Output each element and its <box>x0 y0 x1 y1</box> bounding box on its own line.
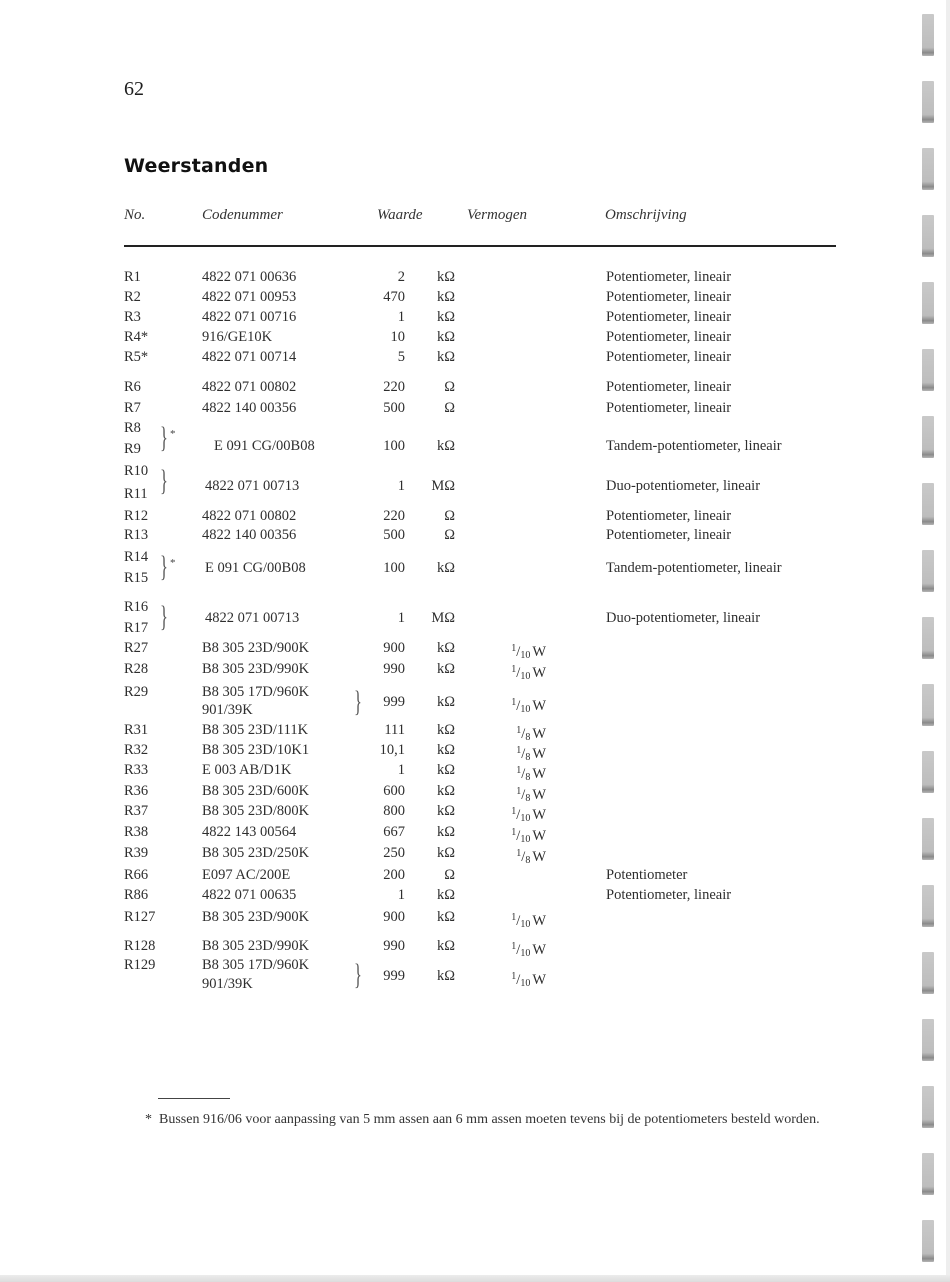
power-numerator: 1 <box>511 941 517 952</box>
fraction-slash: / <box>516 665 521 681</box>
binding-hole <box>922 1086 934 1128</box>
row-unit: kΩ <box>436 803 455 819</box>
row-unit: Ω <box>444 527 455 543</box>
row-no: R127 <box>124 909 156 925</box>
footnote-rule <box>158 1098 230 1099</box>
row-no: R15 <box>124 570 149 586</box>
header-description: Omschrijving <box>605 207 687 223</box>
row-code: 4822 071 00802 <box>202 508 297 524</box>
row-no: R12 <box>124 508 149 524</box>
power-unit: W <box>532 665 546 681</box>
power-numerator: 1 <box>516 725 522 736</box>
binding-hole <box>922 885 934 927</box>
power-numerator: 1 <box>511 912 517 923</box>
row-unit: kΩ <box>436 309 455 325</box>
row-value: 2 <box>397 269 405 285</box>
row-code: B8 305 23D/250K <box>202 845 310 861</box>
page-edge-bottom <box>0 1275 950 1282</box>
row-description: Potentiometer, lineair <box>606 269 732 285</box>
binding-hole <box>922 952 934 994</box>
binding-hole <box>922 14 934 56</box>
power-numerator: 1 <box>511 664 517 675</box>
header-code: Codenummer <box>202 207 283 223</box>
row-code: E 003 AB/D1K <box>202 762 292 778</box>
fraction-slash: / <box>516 828 521 844</box>
power-denominator: 10 <box>520 948 531 959</box>
row-no: R31 <box>124 722 149 738</box>
fraction-slash: / <box>521 766 526 782</box>
row-unit: kΩ <box>436 742 455 758</box>
row-code: 4822 071 00713 <box>205 478 300 494</box>
row-unit: Ω <box>444 379 455 395</box>
row-value: 990 <box>383 938 405 954</box>
row-value: 220 <box>383 508 405 524</box>
row-unit: kΩ <box>436 909 455 925</box>
row-no: R86 <box>124 887 149 903</box>
power-denominator: 8 <box>525 793 531 804</box>
header-rule <box>124 245 836 247</box>
row-description: Potentiometer <box>606 867 688 883</box>
row-value: 10,1 <box>379 742 405 758</box>
row-no: R32 <box>124 742 149 758</box>
footnote-text: Bussen 916/06 voor aanpassing van 5 mm assen aan 6 mm assen moeten tevens bij de potentiometers besteld worden. <box>159 1112 820 1127</box>
row-value: 667 <box>383 824 405 840</box>
row-no: R1 <box>124 269 141 285</box>
power-unit: W <box>532 746 546 762</box>
row-no: R17 <box>124 620 149 636</box>
row-value: 1 <box>397 610 405 626</box>
power-unit: W <box>532 828 546 844</box>
row-code: E 091 CG/00B08 <box>205 560 306 576</box>
row-no: R10 <box>124 463 149 479</box>
row-no: R16 <box>124 599 149 615</box>
row-power <box>490 694 546 718</box>
footnote-marker: * <box>145 1112 152 1127</box>
power-numerator: 1 <box>511 806 517 817</box>
row-description: Potentiometer, lineair <box>606 508 732 524</box>
power-unit: W <box>532 849 546 865</box>
fraction-slash: / <box>521 726 526 742</box>
row-no: R9 <box>124 441 141 457</box>
row-no: R27 <box>124 640 149 656</box>
row-no: R8 <box>124 420 141 436</box>
row-no: R4* <box>124 329 149 345</box>
row-description: Duo-potentiometer, lineair <box>606 478 761 494</box>
power-denominator: 8 <box>525 772 531 783</box>
row-unit: kΩ <box>436 329 455 345</box>
row-value: 1 <box>397 309 405 325</box>
row-no: R38 <box>124 824 149 840</box>
row-value: 900 <box>383 909 405 925</box>
power-denominator: 8 <box>525 855 531 866</box>
row-power <box>490 909 546 933</box>
row-value: 800 <box>383 803 405 819</box>
row-code: B8 305 23D/900K <box>202 640 310 656</box>
power-unit: W <box>532 942 546 958</box>
power-numerator: 1 <box>511 827 517 838</box>
row-value: 100 <box>383 560 405 576</box>
row-code: 901/39K <box>202 702 253 718</box>
row-code: 916/GE10K <box>202 329 273 345</box>
page-number: 62 <box>124 78 144 100</box>
power-unit: W <box>532 807 546 823</box>
fraction-slash: / <box>521 787 526 803</box>
power-unit: W <box>532 787 546 803</box>
row-value: 100 <box>383 438 405 454</box>
row-unit: kΩ <box>436 887 455 903</box>
binding-hole <box>922 1153 934 1195</box>
power-denominator: 10 <box>520 834 531 845</box>
power-denominator: 10 <box>520 671 531 682</box>
row-no: R3 <box>124 309 141 325</box>
fraction-slash: / <box>516 807 521 823</box>
row-no: R129 <box>124 957 156 973</box>
row-unit: Ω <box>444 400 455 416</box>
binding-hole <box>922 148 934 190</box>
row-unit: kΩ <box>436 968 455 984</box>
row-no: R7 <box>124 400 141 416</box>
binding-hole <box>922 751 934 793</box>
row-code: B8 305 23D/600K <box>202 783 310 799</box>
row-value: 1 <box>397 762 405 778</box>
power-numerator: 1 <box>511 643 517 654</box>
binding-hole <box>922 215 934 257</box>
power-denominator: 8 <box>525 732 531 743</box>
page-edge-right <box>946 0 950 1282</box>
group-brace: } <box>160 421 168 454</box>
row-value: 1 <box>397 478 405 494</box>
row-unit: kΩ <box>436 845 455 861</box>
row-unit: kΩ <box>436 762 455 778</box>
row-unit: Ω <box>444 508 455 524</box>
fraction-slash: / <box>521 849 526 865</box>
binding-hole <box>922 1220 934 1262</box>
row-value: 200 <box>383 867 405 883</box>
row-code: B8 305 23D/800K <box>202 803 310 819</box>
binding-hole <box>922 81 934 123</box>
binding-hole <box>922 550 934 592</box>
row-unit: kΩ <box>436 938 455 954</box>
row-description: Potentiometer, lineair <box>606 289 732 305</box>
row-unit: kΩ <box>436 824 455 840</box>
row-description: Potentiometer, lineair <box>606 379 732 395</box>
power-unit: W <box>532 698 546 714</box>
row-no: R28 <box>124 661 149 677</box>
row-description: Potentiometer, lineair <box>606 400 732 416</box>
fraction-slash: / <box>516 942 521 958</box>
power-unit: W <box>532 972 546 988</box>
section-title: Weerstanden <box>124 155 269 177</box>
row-description: Tandem-potentiometer, lineair <box>606 438 782 454</box>
power-numerator: 1 <box>516 848 522 859</box>
fraction-slash: / <box>521 746 526 762</box>
row-description: Potentiometer, lineair <box>606 527 732 543</box>
row-value: 1 <box>397 887 405 903</box>
row-code: B8 305 17D/960K <box>202 957 310 973</box>
row-description: Duo-potentiometer, lineair <box>606 610 761 626</box>
row-no: R66 <box>124 867 149 883</box>
row-code: B8 305 23D/990K <box>202 661 310 677</box>
row-description: Potentiometer, lineair <box>606 309 732 325</box>
row-unit: MΩ <box>431 478 455 494</box>
row-code: 4822 071 00953 <box>202 289 297 305</box>
row-description: Potentiometer, lineair <box>606 349 732 365</box>
header-value: Waarde <box>377 207 423 223</box>
row-code: B8 305 23D/111K <box>202 722 309 738</box>
fraction-slash: / <box>516 972 521 988</box>
footnote-ref-marker: * <box>170 428 176 440</box>
row-no: R13 <box>124 527 149 543</box>
binding-hole <box>922 818 934 860</box>
power-unit: W <box>532 726 546 742</box>
power-unit: W <box>532 644 546 660</box>
row-unit: kΩ <box>436 269 455 285</box>
row-value: 111 <box>384 722 405 738</box>
row-value: 220 <box>383 379 405 395</box>
row-code: 4822 071 00802 <box>202 379 297 395</box>
footnote-ref-marker: * <box>170 557 176 569</box>
row-value: 999 <box>383 968 405 984</box>
fraction-slash: / <box>516 644 521 660</box>
row-description: Potentiometer, lineair <box>606 887 732 903</box>
row-value: 10 <box>390 329 405 345</box>
row-value: 600 <box>383 783 405 799</box>
row-no: R14 <box>124 549 149 565</box>
row-no: R29 <box>124 684 149 700</box>
row-power <box>490 968 546 992</box>
row-code: B8 305 23D/900K <box>202 909 310 925</box>
row-code: 4822 071 00716 <box>202 309 297 325</box>
row-unit: kΩ <box>436 783 455 799</box>
group-brace: } <box>354 958 362 991</box>
row-no: R36 <box>124 783 149 799</box>
row-description: Potentiometer, lineair <box>606 329 732 345</box>
binding-hole <box>922 416 934 458</box>
row-unit: kΩ <box>436 722 455 738</box>
row-code: 4822 140 00356 <box>202 527 297 543</box>
row-no: R37 <box>124 803 149 819</box>
row-unit: kΩ <box>436 560 455 576</box>
header-power: Vermogen <box>467 207 527 223</box>
row-code: 901/39K <box>202 976 253 992</box>
row-no: R128 <box>124 938 156 954</box>
row-no: R11 <box>124 486 148 502</box>
row-code: 4822 071 00714 <box>202 349 297 365</box>
row-code: 4822 071 00713 <box>205 610 300 626</box>
row-code: B8 305 23D/10K1 <box>202 742 310 758</box>
binding-hole <box>922 617 934 659</box>
fraction-slash: / <box>516 913 521 929</box>
row-power <box>490 661 546 685</box>
power-numerator: 1 <box>516 745 522 756</box>
row-value: 470 <box>383 289 405 305</box>
row-no: R39 <box>124 845 149 861</box>
row-code: E 091 CG/00B08 <box>214 438 315 454</box>
row-code: E097 AC/200E <box>202 867 291 883</box>
group-brace: } <box>160 600 168 633</box>
row-unit: kΩ <box>436 349 455 365</box>
row-code: 4822 143 00564 <box>202 824 297 840</box>
row-unit: kΩ <box>436 289 455 305</box>
group-brace: } <box>160 464 168 497</box>
row-unit: MΩ <box>431 610 455 626</box>
power-numerator: 1 <box>511 697 517 708</box>
row-power <box>490 845 546 869</box>
row-value: 500 <box>383 400 405 416</box>
binding-hole <box>922 684 934 726</box>
row-no: R2 <box>124 289 141 305</box>
binding-hole <box>922 483 934 525</box>
row-power <box>490 938 546 962</box>
row-no: R5* <box>124 349 149 365</box>
group-brace: } <box>160 550 168 583</box>
power-numerator: 1 <box>511 971 517 982</box>
row-unit: kΩ <box>436 640 455 656</box>
row-value: 999 <box>383 694 405 710</box>
row-code: 4822 140 00356 <box>202 400 297 416</box>
group-brace: } <box>354 685 362 718</box>
power-numerator: 1 <box>516 786 522 797</box>
row-no: R6 <box>124 379 141 395</box>
row-code: 4822 071 00635 <box>202 887 297 903</box>
fraction-slash: / <box>516 698 521 714</box>
power-denominator: 10 <box>520 919 531 930</box>
row-unit: kΩ <box>436 438 455 454</box>
binding-hole <box>922 349 934 391</box>
power-denominator: 10 <box>520 813 531 824</box>
power-denominator: 10 <box>520 978 531 989</box>
binding-hole <box>922 282 934 324</box>
row-value: 250 <box>383 845 405 861</box>
row-value: 5 <box>397 349 405 365</box>
row-value: 900 <box>383 640 405 656</box>
row-unit: Ω <box>444 867 455 883</box>
row-code: 4822 071 00636 <box>202 269 297 285</box>
binding-hole <box>922 1019 934 1061</box>
row-code: B8 305 17D/960K <box>202 684 310 700</box>
power-numerator: 1 <box>516 765 522 776</box>
row-value: 990 <box>383 661 405 677</box>
row-code: B8 305 23D/990K <box>202 938 310 954</box>
row-no: R33 <box>124 762 149 778</box>
power-denominator: 10 <box>520 650 531 661</box>
header-no: No. <box>124 207 146 223</box>
power-unit: W <box>532 913 546 929</box>
power-denominator: 10 <box>520 704 531 715</box>
row-unit: kΩ <box>436 661 455 677</box>
row-description: Tandem-potentiometer, lineair <box>606 560 782 576</box>
row-value: 500 <box>383 527 405 543</box>
power-unit: W <box>532 766 546 782</box>
row-unit: kΩ <box>436 694 455 710</box>
power-denominator: 8 <box>525 752 531 763</box>
